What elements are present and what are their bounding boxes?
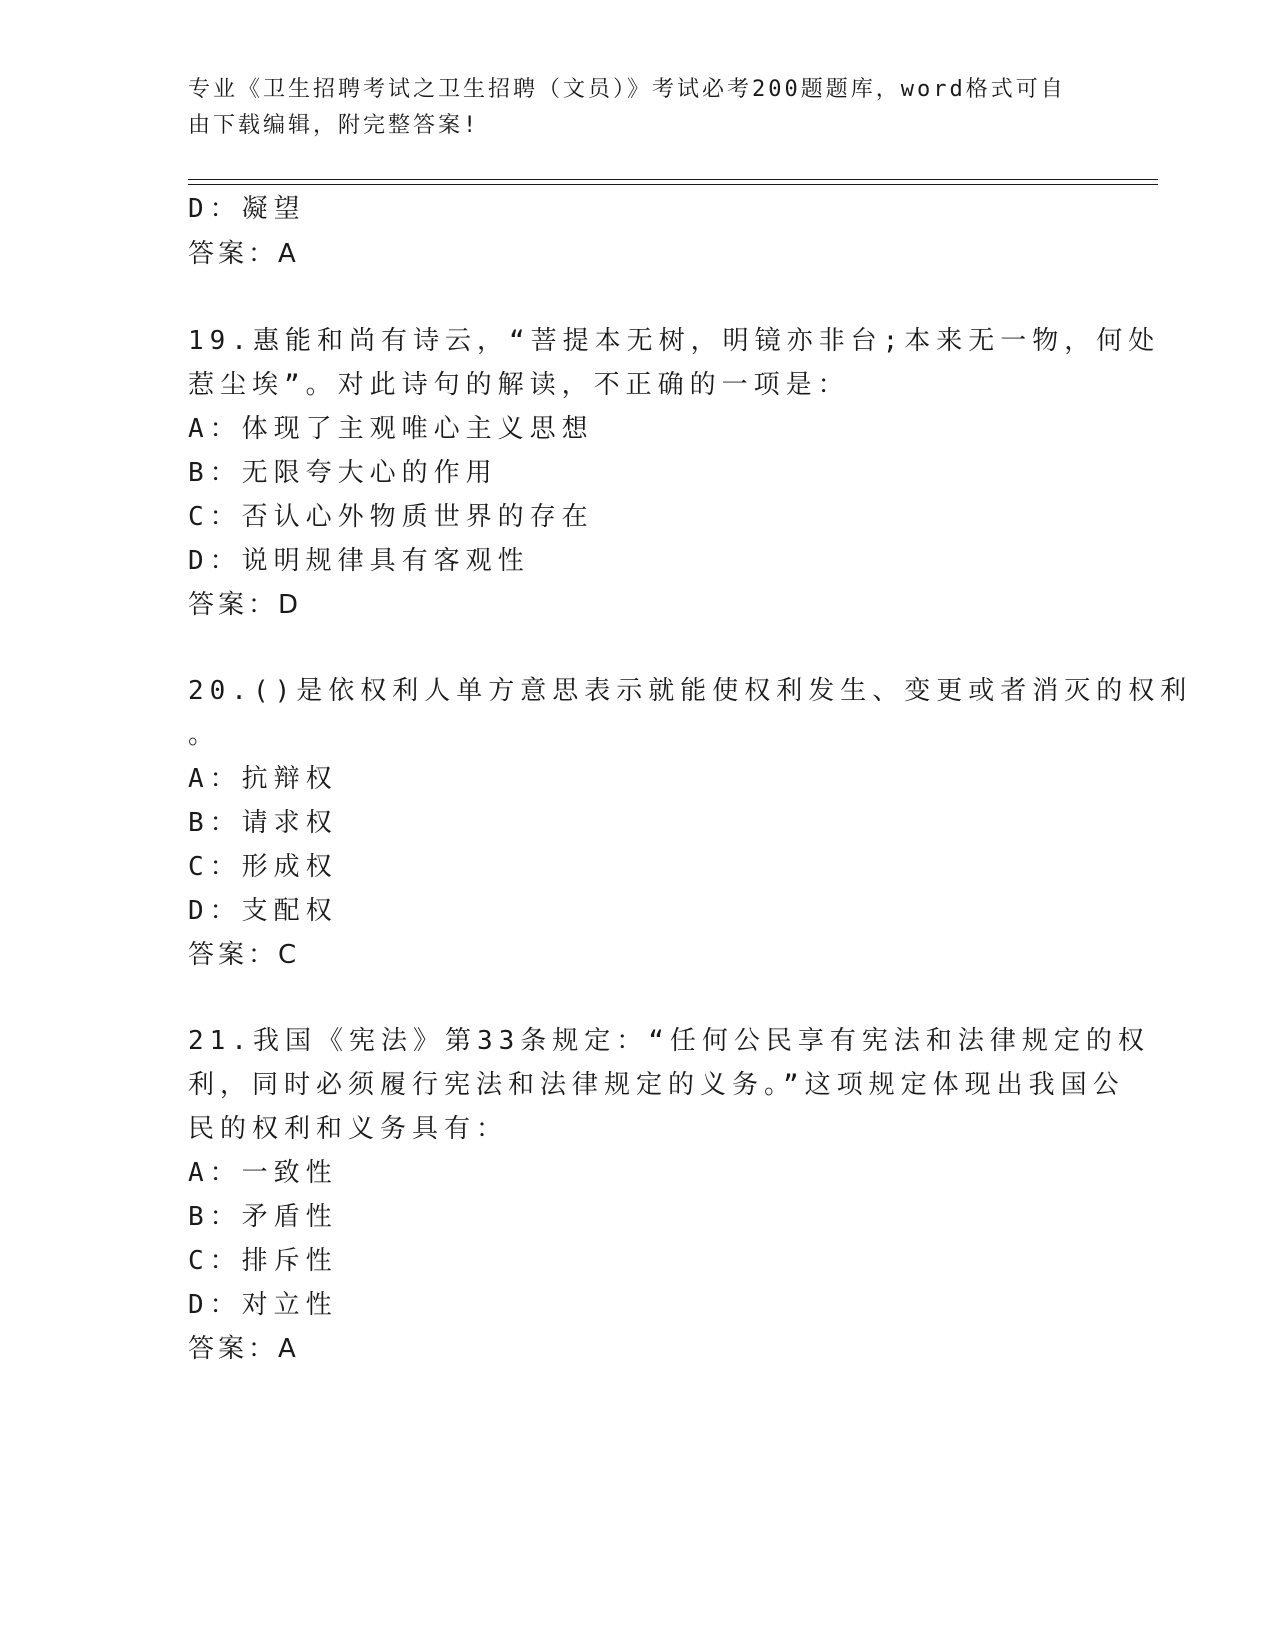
document-header [188,72,1068,144]
q21-answer: 答案：A [188,1334,300,1364]
header-line-1: 专业《卫生招聘考试之卫生招聘（文员）》考试必考200题题库，word格式可自 [188,77,1066,102]
q19-option-a: A：体现了主观唯心主义思想 [188,414,594,444]
header-divider-bottom [188,184,1158,185]
prev-option-d: D：凝望 [188,194,306,224]
q21-stem-line-2: 利，同时必须履行宪法和法律规定的义务。”这项规定体现出我国公 [188,1070,1125,1100]
q20-option-a: A：抗辩权 [188,764,338,794]
q19-answer: 答案：D [188,590,303,620]
q21-option-d: D：对立性 [188,1290,338,1320]
q21-stem-line-3: 民的权利和义务具有： [188,1114,509,1144]
q19-option-b: B：无限夸大心的作用 [188,458,498,488]
q20-stem-line-2: 。 [188,720,221,750]
q21-option-a: A：一致性 [188,1158,338,1188]
q20-option-b: B：请求权 [188,808,338,838]
q21-stem-line-1: 21.我国《宪法》第33条规定：“任何公民享有宪法和法律规定的权 [188,1026,1150,1056]
q19-option-c: C：否认心外物质世界的存在 [188,502,594,532]
q21-option-b: B：矛盾性 [188,1202,338,1232]
q19-stem-line-2: 惹尘埃”。对此诗句的解读，不正确的一项是： [188,370,850,400]
q20-option-c: C：形成权 [188,852,338,882]
q20-answer: 答案：C [188,940,301,970]
prev-answer: 答案：A [188,239,300,269]
header-line-2: 由下载编辑，附完整答案! [188,113,480,138]
q21-option-c: C：排斥性 [188,1246,338,1276]
q19-option-d: D：说明规律具有客观性 [188,546,530,576]
q19-stem-line-1: 19.惠能和尚有诗云，“菩提本无树，明镜亦非台;本来无一物，何处 [188,326,1161,356]
q20-stem-line-1: 20.()是依权利人单方意思表示就能使权利发生、变更或者消灭的权利 [188,676,1193,706]
q20-option-d: D：支配权 [188,896,338,926]
header-divider-top [188,179,1158,180]
